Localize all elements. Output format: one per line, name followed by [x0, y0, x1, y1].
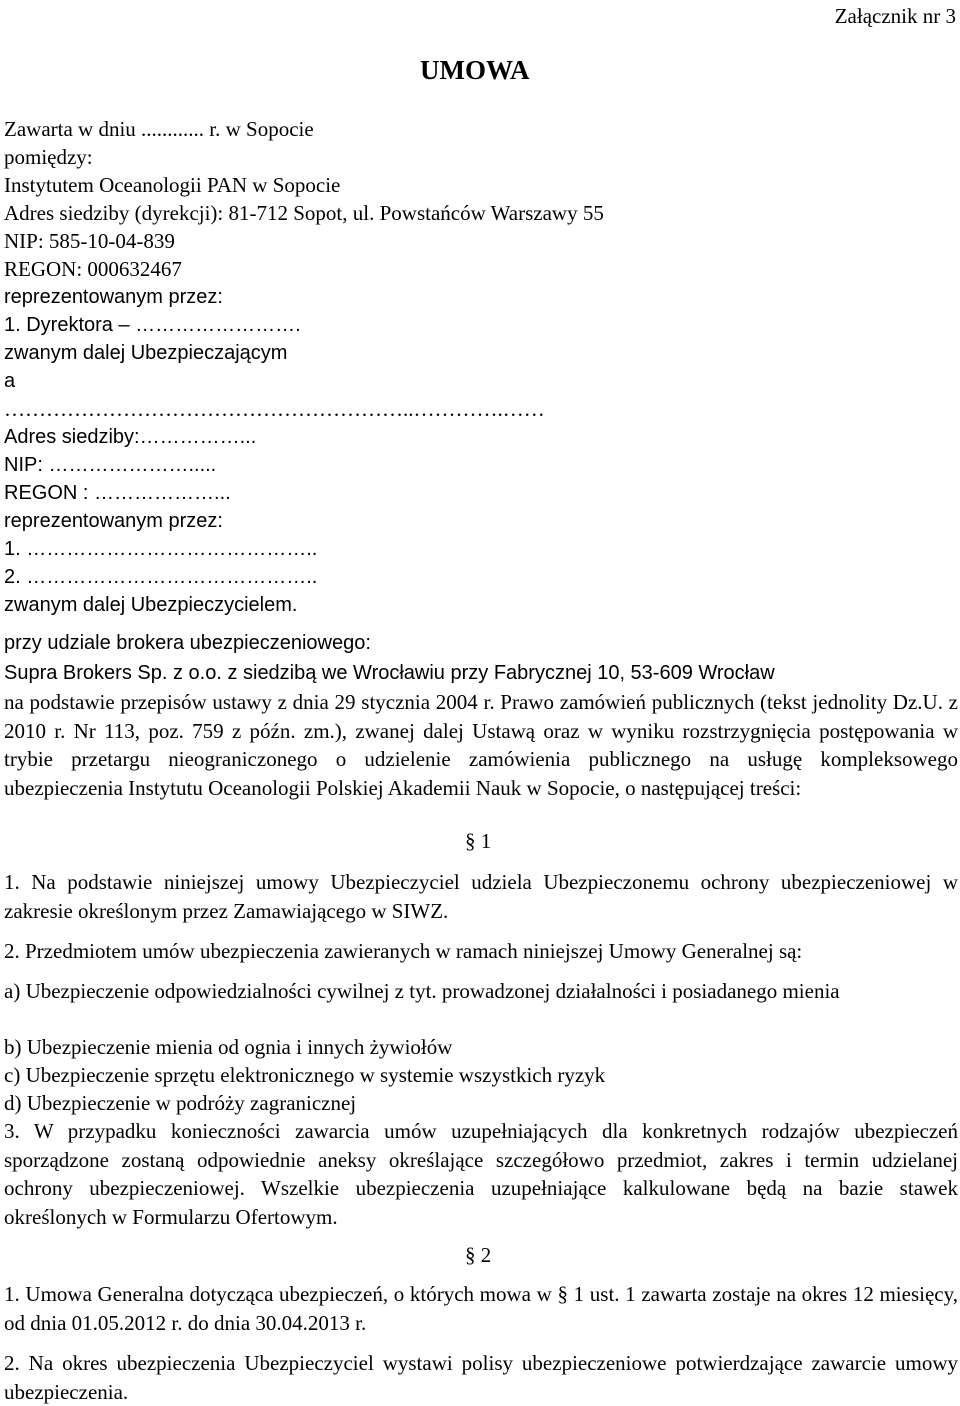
- insured-designation: zwanym dalej Ubezpieczającym: [4, 342, 288, 364]
- document-title: UMOWA: [420, 55, 530, 85]
- section-1-paragraph-2: 2. Przedmiotem umów ubezpieczenia zawieranych w ramach niniejszej Umowy Generalnej są:: [4, 939, 803, 963]
- contract-date: Zawarta w dniu ............ r. w Sopocie: [4, 117, 314, 141]
- section-2-paragraph-2-text: 2. Na okres ubezpieczenia Ubezpieczyciel wystawi polisy ubezpieczeniowe potwierdzające zawarcie umowy ubezpieczenia.: [4, 1351, 958, 1404]
- annex-label: Załącznik nr 3: [834, 4, 956, 28]
- insured-represented-label: reprezentowanym przez:: [4, 286, 223, 308]
- insurance-item-c: c) Ubezpieczenie sprzętu elektronicznego w systemie wszystkich ryzyk: [4, 1063, 606, 1087]
- insured-name: Instytutem Oceanologii PAN w Sopocie: [4, 173, 341, 197]
- insurer-representative-1: 1. ……………………………………..: [4, 538, 318, 560]
- broker-details: Supra Brokers Sp. z o.o. z siedzibą we Wrocławiu przy Fabrycznej 10, 53-609 Wrocław: [4, 662, 775, 684]
- insurer-represented-label: reprezentowanym przez:: [4, 510, 223, 532]
- insurance-item-b: b) Ubezpieczenie mienia od ognia i innych żywiołów: [4, 1035, 453, 1059]
- legal-basis-text: na podstawie przepisów ustawy z dnia 29 stycznia 2004 r. Prawo zamówień publicznych (tekst jednolity Dz.U. z 2010 r. Nr 113, poz. 759 z późn. zm.), zwanej dalej Ustawą oraz w wyniku rozstrzygnięcia postępowania w trybie przetargu nieograniczonego o udzielenie zamówienia publicznego na usługę kompleksowego ubezpieczenia Instytutu Oceanologii Polskiej Akademii Nauk w Sopocie, o następującej treści:: [4, 690, 958, 800]
- between-label: pomiędzy:: [4, 145, 93, 169]
- section-1-paragraph-3-text: 3. W przypadku konieczności zawarcia umów uzupełniających dla konkretnych rodzajów ubezpieczeń sporządzone zostaną odpowiednie aneksy określające szczegółowo przedmiot, zakres i termin udzielanej ochrony ubezpieczeniowej. Wszelkie ubezpieczenia uzupełniające kalkulowane będą na bazie stawek określonych w Formularzu Ofertowym.: [4, 1119, 958, 1229]
- insurer-regon: REGON : ………………...: [4, 482, 231, 504]
- section-1-paragraph-1: [4, 868, 958, 925]
- insurer-nip: NIP: ………………….....: [4, 454, 217, 476]
- insurance-item-a: [4, 977, 958, 1006]
- insurer-designation: zwanym dalej Ubezpieczycielem.: [4, 594, 298, 616]
- and-label: a: [4, 370, 16, 392]
- insured-nip: NIP: 585-10-04-839: [4, 229, 175, 253]
- insured-regon: REGON: 000632467: [4, 257, 182, 281]
- legal-basis-paragraph: [4, 688, 958, 802]
- insurer-representative-2: 2. ……………………………………..: [4, 566, 318, 588]
- section-1-paragraph-1-text: 1. Na podstawie niniejszej umowy Ubezpieczyciel udziela Ubezpieczonemu ochrony ubezpieczeniowej w zakresie określonym przez Zamawiającego w SIWZ.: [4, 870, 958, 923]
- broker-intro: przy udziale brokera ubezpieczeniowego:: [4, 632, 371, 654]
- section-2-paragraph-1-text: 1. Umowa Generalna dotycząca ubezpieczeń, o których mowa w § 1 ust. 1 zawarta zostaje na okres 12 miesięcy, od dnia 01.05.2012 r. do dnia 30.04.2013 r.: [4, 1282, 958, 1335]
- insured-address: Adres siedziby (dyrekcji): 81-712 Sopot, ul. Powstańców Warszawy 55: [4, 201, 604, 225]
- insurer-address: Adres siedziby:……………...: [4, 426, 257, 448]
- section-1-heading: § 1: [465, 829, 492, 853]
- section-2-paragraph-1: [4, 1280, 958, 1337]
- insurer-name-blank: …………………………………………………..………….……: [4, 397, 545, 421]
- insurance-item-a-text: a) Ubezpieczenie odpowiedzialności cywilnej z tyt. prowadzonej działalności i posiadanego mienia: [4, 979, 840, 1003]
- section-1-paragraph-3: [4, 1117, 958, 1231]
- insurance-item-d: d) Ubezpieczenie w podróży zagranicznej: [4, 1091, 357, 1115]
- section-2-paragraph-2: [4, 1349, 958, 1406]
- section-2-heading: § 2: [465, 1243, 492, 1267]
- insured-representative: 1. Dyrektora – …………………….: [4, 314, 301, 336]
